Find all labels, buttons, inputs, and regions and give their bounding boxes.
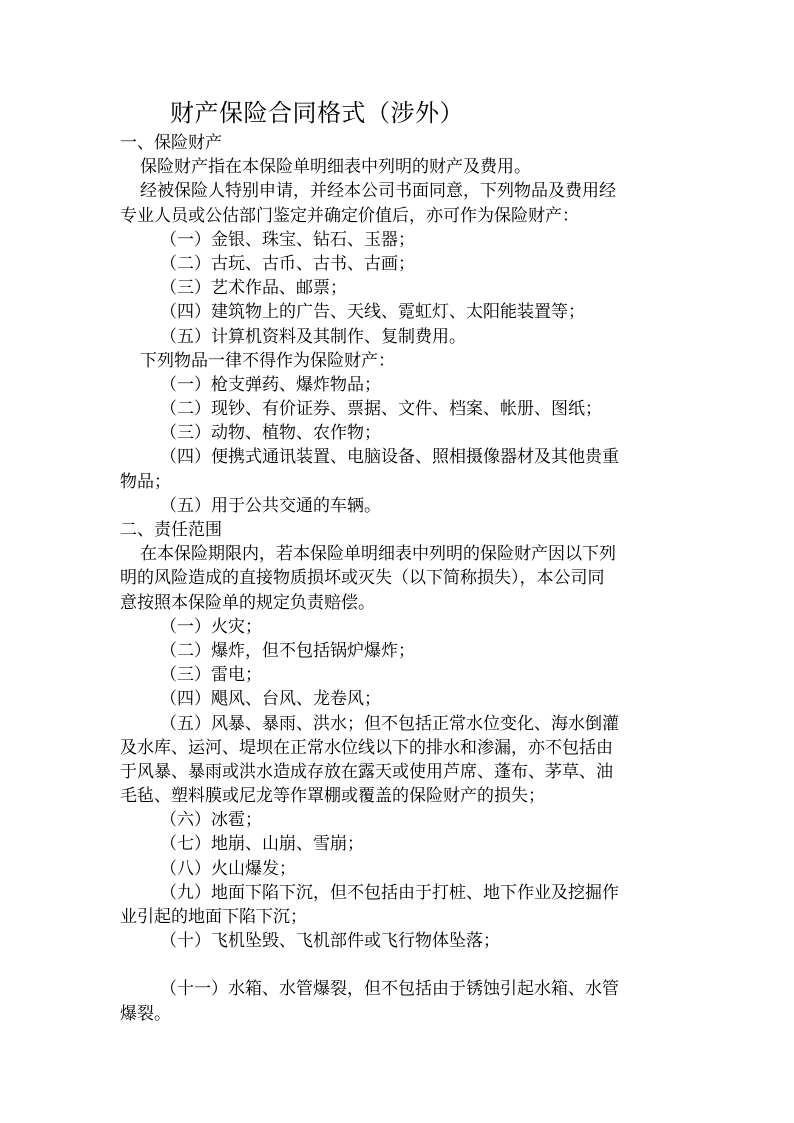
list-item: （一）枪支弹药、爆炸物品； <box>160 374 381 395</box>
paragraph-line: 下列物品一律不得作为保险财产： <box>140 350 395 371</box>
list-item-continuation: 于风暴、暴雨或洪水造成存放在露天或使用芦席、蓬布、茅草、油 <box>120 761 613 782</box>
document-body <box>120 131 680 1026</box>
list-item-continuation: 业引起的地面下陷下沉； <box>120 907 307 927</box>
list-item: （七）地崩、山崩、雪崩； <box>160 834 364 855</box>
paragraph-line: 专业人员或公估部门鉴定并确定价值后，亦可作为保险财产： <box>120 205 579 226</box>
list-item: （六）冰雹； <box>160 810 262 831</box>
list-item: （十）飞机坠毁、飞机部件或飞行物体坠落； <box>160 931 500 952</box>
list-item-continuation: 物品； <box>120 471 171 492</box>
list-item: （五）风暴、暴雨、洪水；但不包括正常水位变化、海水倒灌 <box>160 713 619 734</box>
list-item: （三）雷电； <box>160 665 262 686</box>
blank-line <box>120 953 680 977</box>
paragraph-line: 经被保险人特别申请，并经本公司书面同意，下列物品及费用经 <box>140 181 616 202</box>
list-item: （三）动物、植物、农作物； <box>160 423 381 444</box>
list-item: （一）金银、珠宝、钻石、玉器； <box>160 229 415 250</box>
list-item: （十一）水箱、水管爆裂，但不包括由于锈蚀引起水箱、水管 <box>160 979 619 1000</box>
paragraph-line: 意按照本保险单的规定负责赔偿。 <box>120 592 375 613</box>
list-item-continuation: 毛毡、塑料膜或尼龙等作罩棚或覆盖的保险财产的损失； <box>120 786 545 807</box>
list-item: （八）火山爆发； <box>160 858 296 879</box>
section-heading: 二、责任范围 <box>120 520 222 540</box>
list-item: （五）用于公共交通的车辆。 <box>160 495 381 516</box>
paragraph-line: 在本保险期限内，若本保险单明细表中列明的保险财产因以下列 <box>140 544 616 565</box>
list-item: （九）地面下陷下沉，但不包括由于打桩、地下作业及挖掘作 <box>160 882 619 903</box>
list-item: （一）火灾； <box>160 616 262 637</box>
list-item-continuation: 爆裂。 <box>120 1003 171 1024</box>
list-item-continuation: 及水库、运河、堤坝在正常水位线以下的排水和渗漏，亦不包括由 <box>120 737 613 758</box>
paragraph-line: 明的风险造成的直接物质损坏或灭失（以下简称损失），本公司同 <box>120 568 605 589</box>
document-title: 财产保险合同格式（涉外） <box>170 99 464 127</box>
paragraph-line: 保险财产指在本保险单明细表中列明的财产及费用。 <box>140 157 531 178</box>
list-item: （四）便携式通讯装置、电脑设备、照相摄像器材及其他贵重 <box>160 447 619 468</box>
section-heading: 一、保险财产 <box>120 133 222 153</box>
list-item: （四）建筑物上的广告、天线、霓虹灯、太阳能装置等； <box>160 302 585 323</box>
list-item: （四）飓风、台风、龙卷风； <box>160 689 381 710</box>
list-item: （二）古玩、古币、古书、古画； <box>160 253 415 274</box>
list-item: （五）计算机资料及其制作、复制费用。 <box>160 326 466 347</box>
list-item: （三）艺术作品、邮票； <box>160 278 347 299</box>
list-item: （二）爆炸，但不包括锅炉爆炸； <box>160 640 415 661</box>
list-item: （二）现钞、有价证券、票据、文件、档案、帐册、图纸； <box>160 399 602 420</box>
